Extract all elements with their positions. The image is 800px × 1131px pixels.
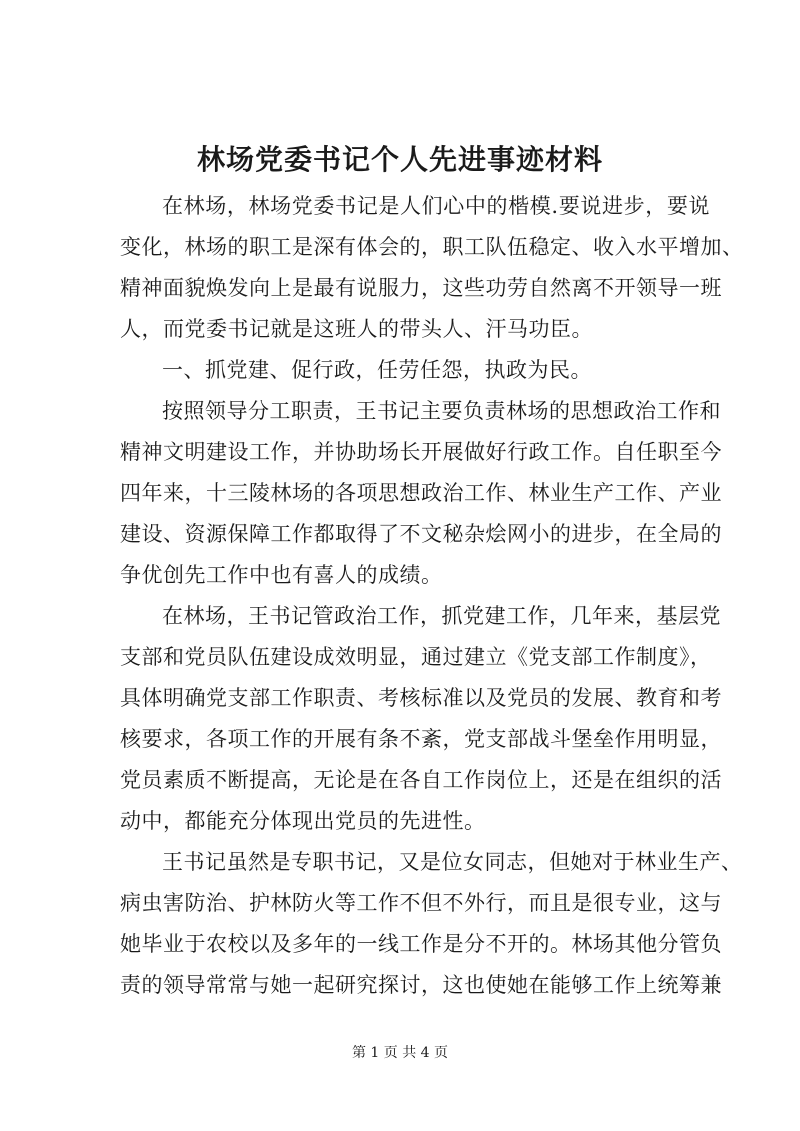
text-line: 在林场，林场党委书记是人们心中的楷模.要说进步，要说 — [162, 194, 710, 218]
text-line: 人，而党委书记就是这班人的带头人、汗马功臣。 — [120, 317, 593, 341]
text-line: 具体明确党支部工作职责、考核标准以及党员的发展、教育和考 — [120, 686, 722, 710]
document-title: 林场党委书记个人先进事迹材料 — [196, 143, 603, 176]
text-line: 建设、资源保障工作都取得了不文秘杂烩网小的进步，在全局的 — [120, 522, 722, 546]
text-line: 四年来，十三陵林场的各项思想政治工作、林业生产工作、产业 — [120, 481, 722, 505]
document-body — [120, 186, 744, 1006]
text-line: 她毕业于农校以及多年的一线工作是分不开的。林场其他分管负 — [120, 932, 722, 956]
text-line: 病虫害防治、护林防火等工作不但不外行，而且是很专业，这与 — [120, 891, 722, 915]
section-heading: 一、抓党建、促行政，任劳任怨，执政为民。 — [162, 358, 592, 382]
text-line: 精神文明建设工作，并协助场长开展做好行政工作。自任职至今 — [120, 440, 722, 464]
text-line: 支部和党员队伍建设成效明显，通过建立《党支部工作制度》， — [120, 645, 712, 669]
text-line: 核要求，各项工作的开展有条不紊，党支部战斗堡垒作用明显， — [120, 727, 722, 751]
text-line: 变化，林场的职工是深有体会的，职工队伍稳定、收入水平增加、 — [120, 235, 744, 259]
text-line: 按照领导分工职责，王书记主要负责林场的思想政治工作和 — [162, 399, 721, 423]
text-line: 精神面貌焕发向上是最有说服力，这些功劳自然离不开领导一班 — [120, 276, 722, 300]
text-line: 党员素质不断提高，无论是在各自工作岗位上，还是在组织的活 — [120, 768, 722, 792]
page-footer: 第 1 页 共 4 页 — [351, 1045, 449, 1061]
text-line: 争优创先工作中也有喜人的成绩。 — [120, 563, 443, 587]
text-line: 王书记虽然是专职书记，又是位女同志，但她对于林业生产、 — [162, 850, 743, 874]
text-line: 责的领导常常与她一起研究探讨，这也使她在能够工作上统筹兼 — [120, 973, 722, 997]
text-line: 动中，都能充分体现出党员的先进性。 — [120, 809, 486, 833]
text-line: 在林场，王书记管政治工作，抓党建工作，几年来，基层党 — [162, 604, 721, 628]
